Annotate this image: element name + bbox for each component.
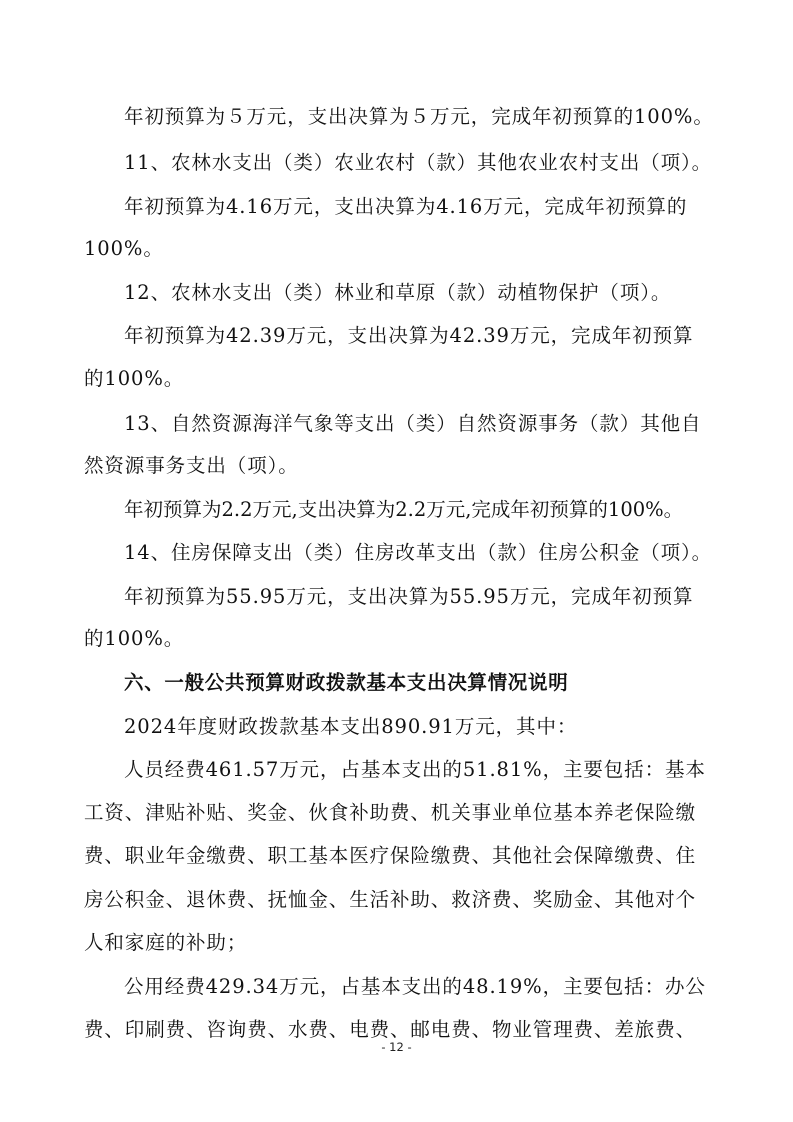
paragraph-line: 的100%。 <box>84 627 185 650</box>
paragraph-line: 14、住房保障支出（类）住房改革支出（款）住房公积金（项）。 <box>124 541 713 564</box>
paragraph-line: 11、农林水支出（类）农业农村（款）其他农业农村支出（项）。 <box>124 151 713 174</box>
paragraph-line: 12、农林水支出（类）林业和草原（款）动植物保护（项）。 <box>124 281 672 304</box>
paragraph-line: 年初预算为55.95万元，支出决算为55.95万元，完成年初预算 <box>124 585 694 608</box>
paragraph-line: 房公积金、退休费、抚恤金、生活补助、救济费、奖励金、其他对个 <box>84 888 697 911</box>
paragraph-line: 年初预算为2.2万元,支出决算为2.2万元,完成年初预算的100%。 <box>124 498 684 521</box>
paragraph-line: 费、职业年金缴费、职工基本医疗保险缴费、其他社会保障缴费、住 <box>84 844 697 867</box>
paragraph-line: 100%。 <box>84 237 164 260</box>
page-number: - 12 - <box>381 1040 412 1054</box>
paragraph-line: 费、印刷费、咨询费、水费、电费、邮电费、物业管理费、差旅费、 <box>84 1018 697 1041</box>
paragraph-line: 13、自然资源海洋气象等支出（类）自然资源事务（款）其他自 <box>124 412 702 435</box>
paragraph-line: 人员经费461.57万元，占基本支出的51.81%，主要包括：基本 <box>124 758 706 781</box>
paragraph-line: 年初预算为4.16万元，支出决算为4.16万元，完成年初预算的 <box>124 195 688 218</box>
paragraph-line: 工资、津贴补贴、奖金、伙食补助费、机关事业单位基本养老保险缴 <box>84 801 697 824</box>
paragraph-line: 然资源事务支出（项）。 <box>84 454 299 477</box>
paragraph-line: 年初预算为５万元，支出决算为５万元，完成年初预算的100%。 <box>124 105 714 128</box>
section-heading: 六、一般公共预算财政拨款基本支出决算情况说明 <box>124 671 569 694</box>
paragraph-line: 公用经费429.34万元，占基本支出的48.19%，主要包括：办公 <box>124 975 706 998</box>
paragraph-line: 的100%。 <box>84 367 185 390</box>
paragraph-line: 年初预算为42.39万元，支出决算为42.39万元，完成年初预算 <box>124 324 694 347</box>
paragraph-line: 人和家庭的补助； <box>84 931 248 954</box>
paragraph-line: 2024年度财政拨款基本支出890.91万元，其中： <box>124 715 578 738</box>
